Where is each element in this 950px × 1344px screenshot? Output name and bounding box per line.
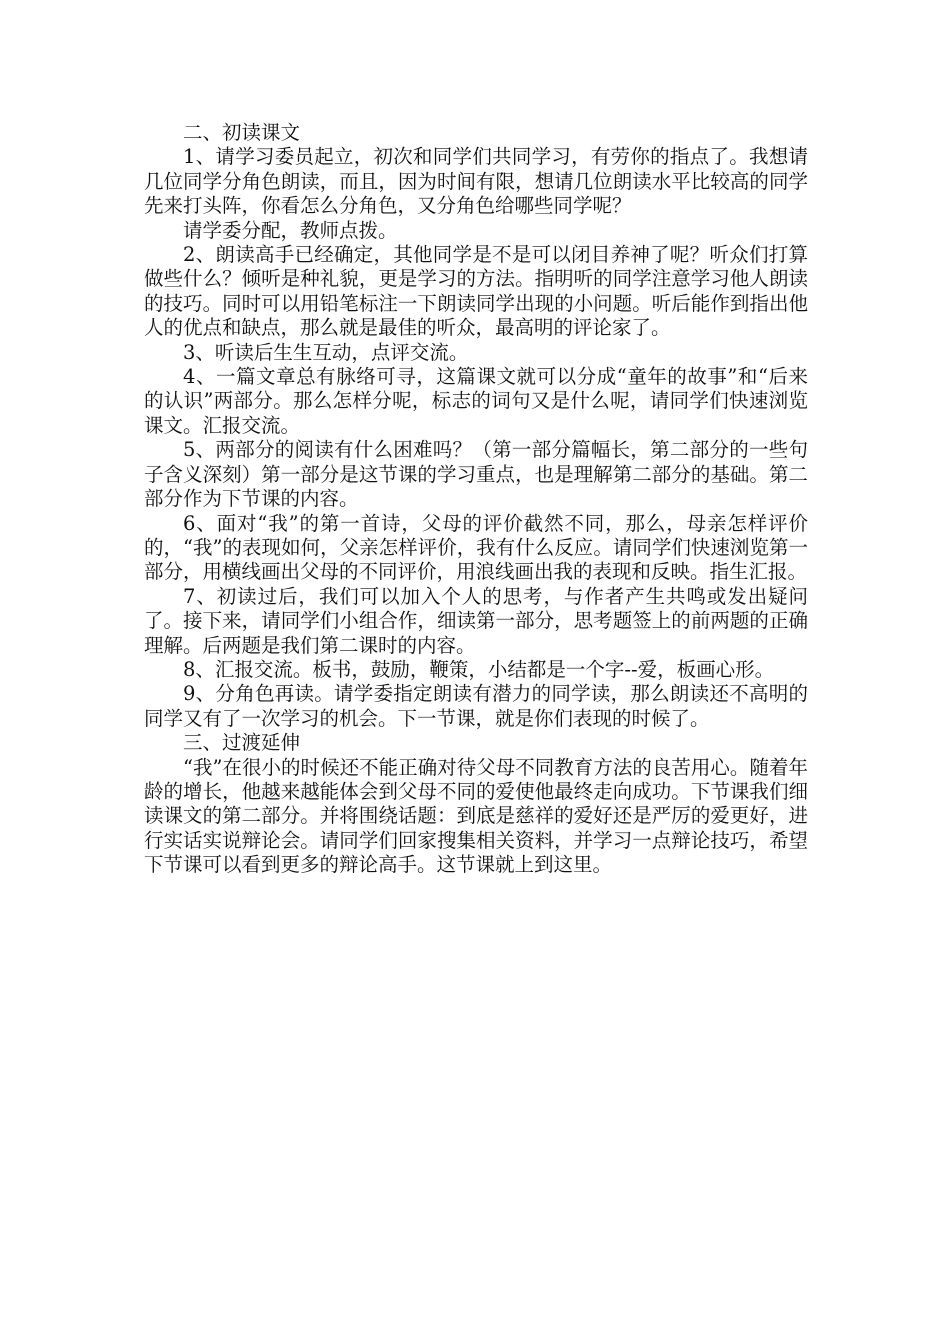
paragraph-10: “我”在很小的时候还不能正确对待父母不同教育方法的良苦用心。随着年龄的增长，他越来越能体会到父母不同的爱使他最终走向成功。下节课我们细读课文的第二部分。并将围绕话题：到底是慈祥的爱好还是严厉的爱更好，进行实话实说辩论会。请同学们回家搜集相关资料，并学习一点辩论技巧，希望下节课可以看到更多的辩论高手。这节课就上到这里。 xyxy=(144,755,808,877)
section-heading-transition: 三、过渡延伸 xyxy=(183,731,301,755)
section-heading-initial-reading: 二、初读课文 xyxy=(183,121,301,144)
paragraph-1: 1、请学习委员起立，初次和同学们共同学习，有劳你的指点了。我想请几位同学分角色朗读，而且，因为时间有限，想请几位朗读水平比较高的同学先来打头阵，你看怎么分角色，又分角色给哪些同学呢？ xyxy=(144,145,808,218)
paragraph-5: 5、两部分的阅读有什么困难吗？（第一部分篇幅长，第二部分的一些句子含义深刻）第一部分是这节课的学习重点，也是理解第二部分的基础。第二部分作为下节课的内容。 xyxy=(144,438,808,511)
paragraph-1b: 请学委分配，教师点拨。 xyxy=(183,218,398,242)
paragraph-7: 7、初读过后，我们可以加入个人的思考，与作者产生共鸣或发出疑问了。接下来，请同学们小组合作，细读第一部分，思考题签上的前两题的正确理解。后两题是我们第二课时的内容。 xyxy=(144,584,808,657)
paragraph-2: 2、朗读高手已经确定，其他同学是不是可以闭目养神了呢？听众们打算做些什么？倾听是种礼貌，更是学习的方法。指明听的同学注意学习他人朗读的技巧。同时可以用铅笔标注一下朗读同学出现的小问题。听后能作到指出他人的优点和缺点，那么就是最佳的听众，最高明的评论家了。 xyxy=(144,243,808,340)
paragraph-6: 6、面对“我”的第一首诗，父母的评价截然不同，那么，母亲怎样评价的，“我”的表现如何，父亲怎样评价，我有什么反应。请同学们快速浏览第一部分，用横线画出父母的不同评价，用浪线画出我的表现和反映。指生汇报。 xyxy=(144,511,808,584)
paragraph-4: 4、一篇文章总有脉络可寻，这篇课文就可以分成“童年的故事”和“后来的认识”两部分。那么怎样分呢，标志的词句又是什么呢，请同学们快速浏览课文。汇报交流。 xyxy=(144,365,808,437)
document-body xyxy=(144,121,808,878)
paragraph-8: 8、汇报交流。板书，鼓励，鞭策，小结都是一个字--爱，板画心形。 xyxy=(183,657,775,681)
paragraph-9: 9、分角色再读。请学委指定朗读有潜力的同学读，那么朗读还不高明的同学又有了一次学习的机会。下一节课，就是你们表现的时候了。 xyxy=(144,682,808,730)
paragraph-3: 3、听读后生生互动，点评交流。 xyxy=(183,340,469,364)
